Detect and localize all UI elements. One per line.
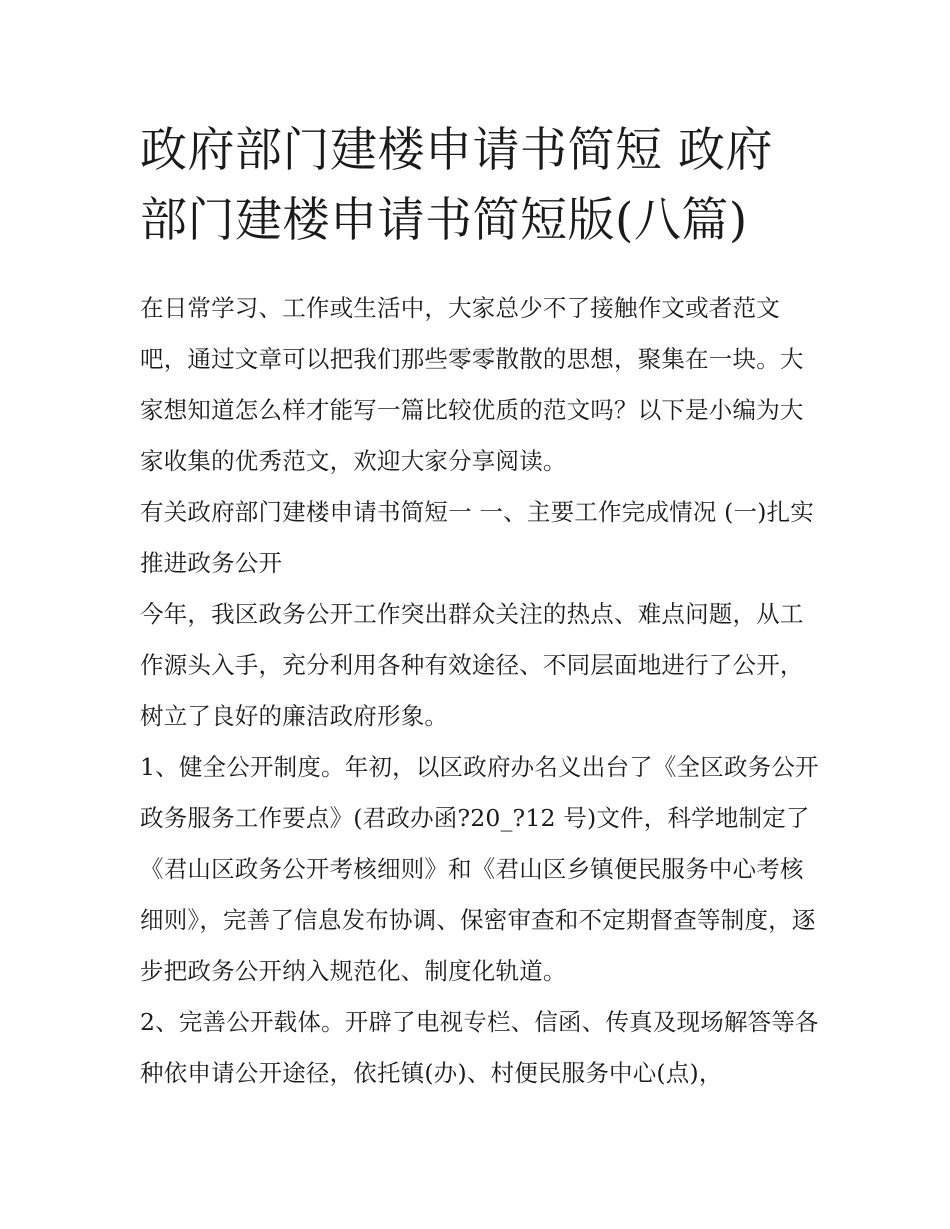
paragraph-heading-1: 有关政府部门建楼申请书简短一 一、主要工作完成情况 (一)扎实推进政务公开 (140, 498, 814, 577)
paragraph-item-1: 1、健全公开制度。年初，以区政府办名义出台了《全区政务公开政务服务工作要点》(君政办函?20_?12 号)文件，科学地制定了《君山区政务公开考核细则》和《君山区乡镇便民服务中心考核细则》，完善了信息发布协调、保密审查和不定期督查等制度，逐步把政务公开纳入规范化、制度化轨道。 (140, 753, 819, 985)
paragraph-intro: 在日常学习、工作或生活中，大家总少不了接触作文或者范文吧，通过文章可以把我们那些零零散散的思想，聚集在一块。大家想知道怎么样才能写一篇比较优质的范文吗？以下是小编为大家收集的优秀范文，欢迎大家分享阅读。 (140, 294, 804, 475)
paragraph-item-2: 2、完善公开载体。开辟了电视专栏、信函、传真及现场解答等各种依申请公开途径，依托镇(办)、村便民服务中心(点)， (140, 1008, 819, 1087)
document-content (140, 116, 820, 1099)
document-body (140, 283, 820, 1099)
document-title: 政府部门建楼申请书简短 政府部门建楼申请书简短版(八篇) (140, 123, 773, 248)
paragraph-overview: 今年，我区政务公开工作突出群众关注的热点、难点问题，从工作源头入手，充分利用各种有效途径、不同层面地进行了公开，树立了良好的廉洁政府形象。 (140, 600, 804, 730)
